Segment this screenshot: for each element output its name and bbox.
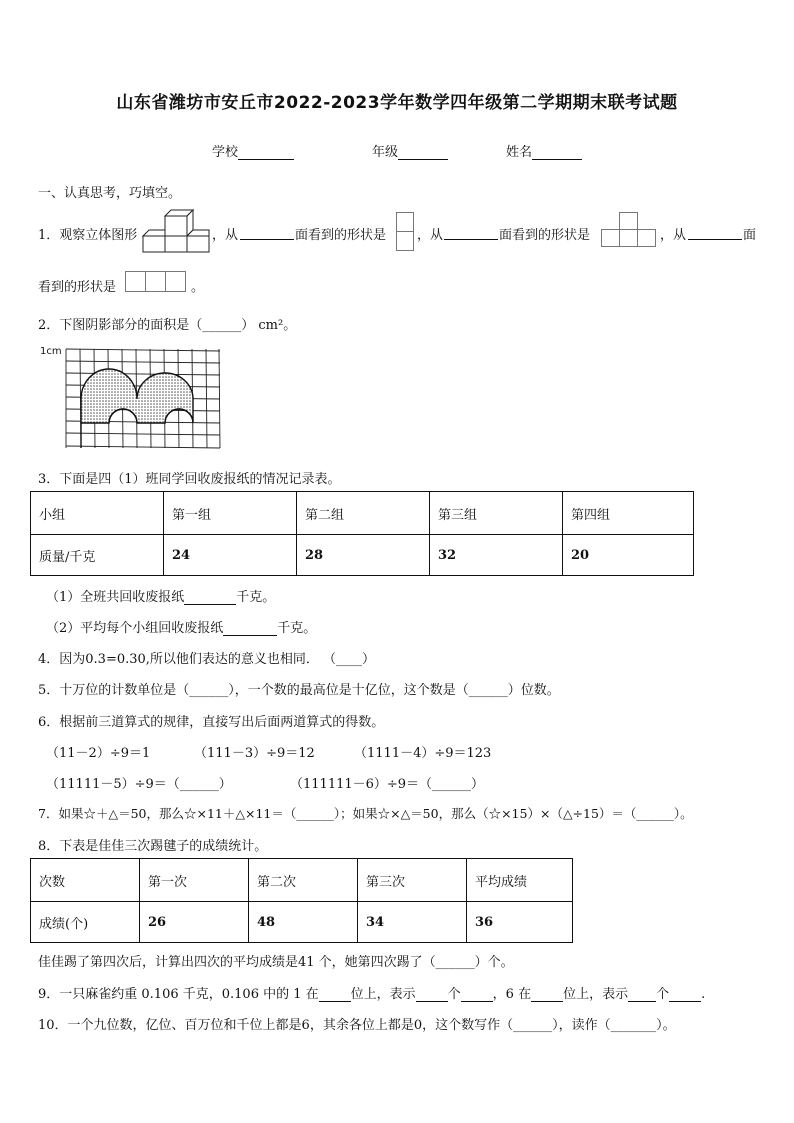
school-label: 学校 bbox=[212, 145, 239, 160]
q10-text: 10．一个九位数，亿位、百万位和千位上都是6，其余各位上都是0，这个数写作（______），读作（_______）。 bbox=[38, 1018, 676, 1033]
q3-sub1-label: （1）全班共回收废报纸 bbox=[46, 590, 185, 605]
q2-text: 2．下图阴影部分的面积是（______） cm²。 bbox=[38, 318, 297, 333]
q9-part: 个 bbox=[656, 987, 670, 1002]
q9-blank-5[interactable] bbox=[628, 987, 656, 1002]
table-cell: 36 bbox=[467, 902, 573, 943]
q4-text: 4．因为0.3=0.30,所以他们表达的意义也相同． （____） bbox=[38, 652, 376, 667]
name-field[interactable] bbox=[506, 141, 582, 160]
q1-from-2: ，从 bbox=[417, 228, 444, 243]
table-cell: 第二组 bbox=[297, 492, 430, 535]
recycling-table bbox=[30, 491, 694, 576]
q3-sub1 bbox=[46, 586, 275, 605]
table-cell: 24 bbox=[164, 535, 297, 576]
table-cell: 34 bbox=[358, 902, 467, 943]
q1-blank-1[interactable] bbox=[240, 225, 294, 240]
q1-end: 。 bbox=[191, 280, 205, 295]
solid-figure-icon bbox=[143, 208, 211, 254]
grade-field[interactable] bbox=[372, 141, 448, 160]
table-cell: 第一组 bbox=[164, 492, 297, 535]
shaded-region bbox=[81, 369, 193, 423]
table-cell: 32 bbox=[430, 535, 563, 576]
q1-stem: 1．观察立体图形 bbox=[38, 228, 138, 243]
q9-part: 9．一只麻雀约重 0.106 千克，0.106 中的 1 在 bbox=[38, 987, 319, 1002]
table-cell: 48 bbox=[249, 902, 358, 943]
q9-part: 位上，表示 bbox=[563, 987, 629, 1002]
q1-text-1: 面看到的形状是 bbox=[295, 228, 387, 243]
q1-text-3: 面 bbox=[743, 228, 757, 243]
q1-blank-2[interactable] bbox=[444, 225, 498, 240]
name-label: 姓名 bbox=[506, 145, 533, 160]
table-row bbox=[31, 535, 694, 576]
school-field[interactable] bbox=[212, 141, 294, 160]
q6-eq-2: （111－3）÷9＝12 bbox=[194, 746, 315, 761]
section-heading: 一、认真思考，巧填空。 bbox=[38, 186, 182, 201]
q6-eq-1: （11－2）÷9＝1 bbox=[46, 746, 151, 761]
table-cell: 成绩(个) bbox=[31, 902, 140, 943]
q3-sub2-label: （2）平均每个小组回收废报纸 bbox=[46, 621, 224, 636]
grade-label: 年级 bbox=[372, 145, 399, 160]
score-table bbox=[30, 858, 573, 943]
table-cell: 第三次 bbox=[358, 859, 467, 902]
table-cell: 次数 bbox=[31, 859, 140, 902]
q9-blank-6[interactable] bbox=[669, 987, 701, 1002]
q3-blank-2[interactable] bbox=[223, 621, 277, 636]
q1-text-2: 面看到的形状是 bbox=[499, 228, 591, 243]
table-cell: 第一次 bbox=[140, 859, 249, 902]
q9-blank-2[interactable] bbox=[416, 987, 448, 1002]
table-header-row bbox=[31, 492, 694, 535]
q1-text-4: 看到的形状是 bbox=[38, 280, 117, 295]
view-shape-b-icon bbox=[601, 212, 657, 248]
q8-after: 佳佳踢了第四次后，计算出四次的平均成绩是41 个，她第四次踢了（______）个。 bbox=[38, 955, 514, 970]
q8-text: 8．下表是佳佳三次踢毽子的成绩统计。 bbox=[38, 839, 268, 854]
q3-blank-1[interactable] bbox=[184, 590, 236, 605]
q9-blank-3[interactable] bbox=[461, 987, 493, 1002]
q9-part: 位上，表示 bbox=[350, 987, 416, 1002]
q1-from-3: ，从 bbox=[660, 228, 687, 243]
table-row bbox=[31, 902, 573, 943]
q3-sub2-unit: 千克。 bbox=[277, 621, 317, 636]
table-cell: 第二次 bbox=[249, 859, 358, 902]
table-cell: 第四组 bbox=[563, 492, 694, 535]
q3-text: 3．下面是四（1）班同学回收废报纸的情况记录表。 bbox=[38, 472, 341, 487]
q9-part: ，6 在 bbox=[492, 987, 532, 1002]
q9-part: 个 bbox=[447, 987, 461, 1002]
q6-eq-4: （11111－5）÷9＝（______） bbox=[46, 777, 232, 792]
table-header-row bbox=[31, 859, 573, 902]
q9-text bbox=[38, 983, 705, 1002]
view-shape-c-icon bbox=[125, 271, 187, 293]
q7-text: 7．如果☆＋△＝50，那么☆×11＋△×11＝（______）；如果☆×△＝50，那么（☆×15）×（△÷15）＝（______）。 bbox=[38, 806, 693, 821]
q3-sub2 bbox=[46, 617, 316, 636]
table-cell: 平均成绩 bbox=[467, 859, 573, 902]
table-cell: 20 bbox=[563, 535, 694, 576]
q6-text: 6．根据前三道算式的规律，直接写出后面两道算式的得数。 bbox=[38, 715, 385, 730]
table-cell: 26 bbox=[140, 902, 249, 943]
q9-blank-4[interactable] bbox=[531, 987, 563, 1002]
table-cell: 小组 bbox=[31, 492, 164, 535]
q6-eq-3: （1111－4）÷9＝123 bbox=[354, 746, 492, 761]
q1-from-1: ，从 bbox=[212, 228, 239, 243]
q1-blank-3[interactable] bbox=[688, 225, 742, 240]
page-title: 山东省潍坊市安丘市2022-2023学年数学四年级第二学期期末联考试题 bbox=[116, 93, 678, 113]
q9-blank-1[interactable] bbox=[319, 987, 351, 1002]
table-cell: 28 bbox=[297, 535, 430, 576]
q9-part: . bbox=[701, 987, 706, 1002]
q6-eq-5: （111111－6）÷9＝（______） bbox=[290, 777, 485, 792]
table-cell: 第三组 bbox=[430, 492, 563, 535]
q5-text: 5．十万位的计数单位是（______），一个数的最高位是十亿位，这个数是（______）位数。 bbox=[38, 683, 560, 698]
grid-figure bbox=[66, 349, 222, 451]
q3-sub1-unit: 千克。 bbox=[236, 590, 276, 605]
view-shape-a-icon bbox=[396, 212, 414, 252]
table-cell: 质量/千克 bbox=[31, 535, 164, 576]
unit-label: 1cm bbox=[40, 346, 62, 357]
